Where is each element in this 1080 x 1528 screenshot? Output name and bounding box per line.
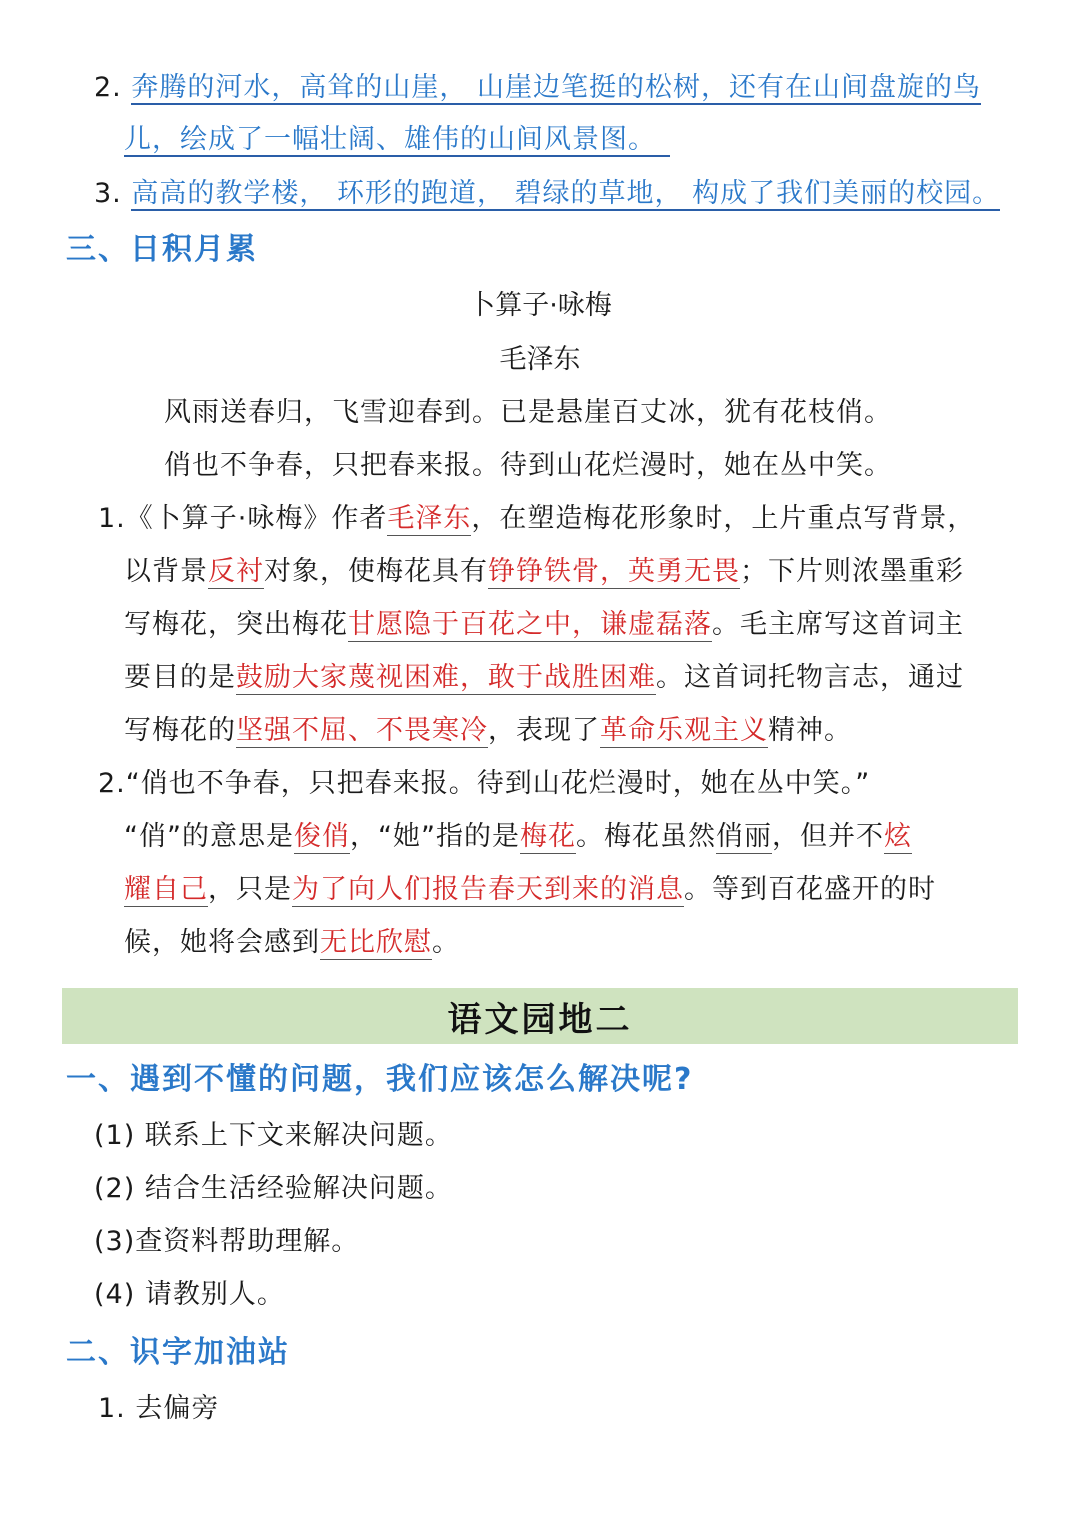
poem-line-1: 风雨送春归，飞雪迎春到。已是悬崖百丈冰，犹有花枝俏。 (164, 397, 892, 428)
part-1-title: 一、遇到不懂的问题，我们应该怎么解决呢? (66, 1062, 694, 1097)
answer-report-spring: 为了向人们报告春天到来的消息 (292, 874, 684, 905)
item-3-line: 3. 高高的教学楼， 环形的跑道， 碧绿的草地， 构成了我们美丽的校园。 (94, 178, 1001, 209)
item-3-answer: 高高的教学楼， 环形的跑道， 碧绿的草地， 构成了我们美丽的校园。 (131, 178, 1001, 209)
poem-author: 毛泽东 (499, 344, 581, 375)
underlined-qiao-li: 俏丽 (715, 821, 772, 852)
answer-purpose: 鼓励大家蔑视困难，敢于战胜困难 (236, 662, 656, 693)
part-1-item-3: (3)查资料帮助理解。 (94, 1226, 360, 1257)
part-1-item-4: (4) 请教别人。 (94, 1279, 285, 1310)
item-2-line-1: 2. 奔腾的河水，高耸的山崖， 山崖边笔挺的松树，还有在山间盘旋的鸟 (94, 72, 981, 103)
item-2-line-2 (124, 120, 670, 160)
part-1-item-2: (2) 结合生活经验解决问题。 (94, 1173, 453, 1204)
answer-show-off-1: 炫 (883, 821, 912, 852)
section-3-title: 三、日积月累 (66, 232, 258, 267)
q1-line-3: 写梅花，突出梅花甘愿隐于百花之中，谦虚磊落。毛主席写这首词主 (124, 609, 964, 640)
q2-line-2: “俏”的意思是俊俏，“她”指的是梅花。梅花虽然俏丽，但并不炫 (124, 821, 912, 852)
item-2-answer-part1: 奔腾的河水，高耸的山崖， 山崖边笔挺的松树，还有在山间盘旋的鸟 (131, 72, 981, 103)
part-1-item-1: (1) 联系上下文来解决问题。 (94, 1120, 453, 1151)
chapter-banner: 语文园地二 (62, 988, 1018, 1044)
answer-quality: 坚强不屈、不畏寒冷 (236, 715, 488, 746)
answer-contrast: 反衬 (208, 556, 264, 587)
answer-plum: 梅花 (519, 821, 576, 852)
answer-modest: 甘愿隐于百花之中，谦虚磊落 (348, 609, 712, 640)
q1-line-5: 写梅花的坚强不屈、不畏寒冷，表现了革命乐观主义精神。 (124, 715, 852, 746)
q1-line-4: 要目的是鼓励大家蔑视困难，敢于战胜困难。这首词托物言志，通过 (124, 662, 964, 693)
answer-gratified: 无比欣慰 (320, 927, 432, 958)
q2-line-4: 候，她将会感到无比欣慰。 (124, 927, 460, 958)
part-2-item-1: 1. 去偏旁 (98, 1393, 220, 1424)
answer-show-off-2: 耀自己 (124, 874, 208, 905)
item-2-answer-part2: 儿，绘成了一幅壮阔、雄伟的山间风景图。 (124, 124, 670, 157)
part-2-title: 二、识字加油站 (66, 1335, 290, 1370)
q2-line-3: 耀自己，只是为了向人们报告春天到来的消息。等到百花盛开的时 (124, 874, 936, 905)
poem-line-2: 俏也不争春，只把春来报。待到山花烂漫时，她在丛中笑。 (164, 450, 892, 481)
answer-author: 毛泽东 (387, 503, 472, 534)
answer-optimism: 革命乐观主义 (600, 715, 768, 746)
answer-spirit: 铮铮铁骨，英勇无畏 (488, 556, 740, 587)
answer-jun-qiao: 俊俏 (293, 821, 350, 852)
q1-line-1: 1.《卜算子·咏梅》作者毛泽东，在塑造梅花形象时，上片重点写背景， (98, 503, 976, 534)
q2-line-1: 2.“俏也不争春，只把春来报。待到山花烂漫时，她在丛中笑。” (98, 768, 871, 799)
poem-title: 卜算子·咏梅 (468, 290, 612, 321)
q1-line-2: 以背景反衬对象，使梅花具有铮铮铁骨，英勇无畏；下片则浓墨重彩 (124, 556, 964, 587)
